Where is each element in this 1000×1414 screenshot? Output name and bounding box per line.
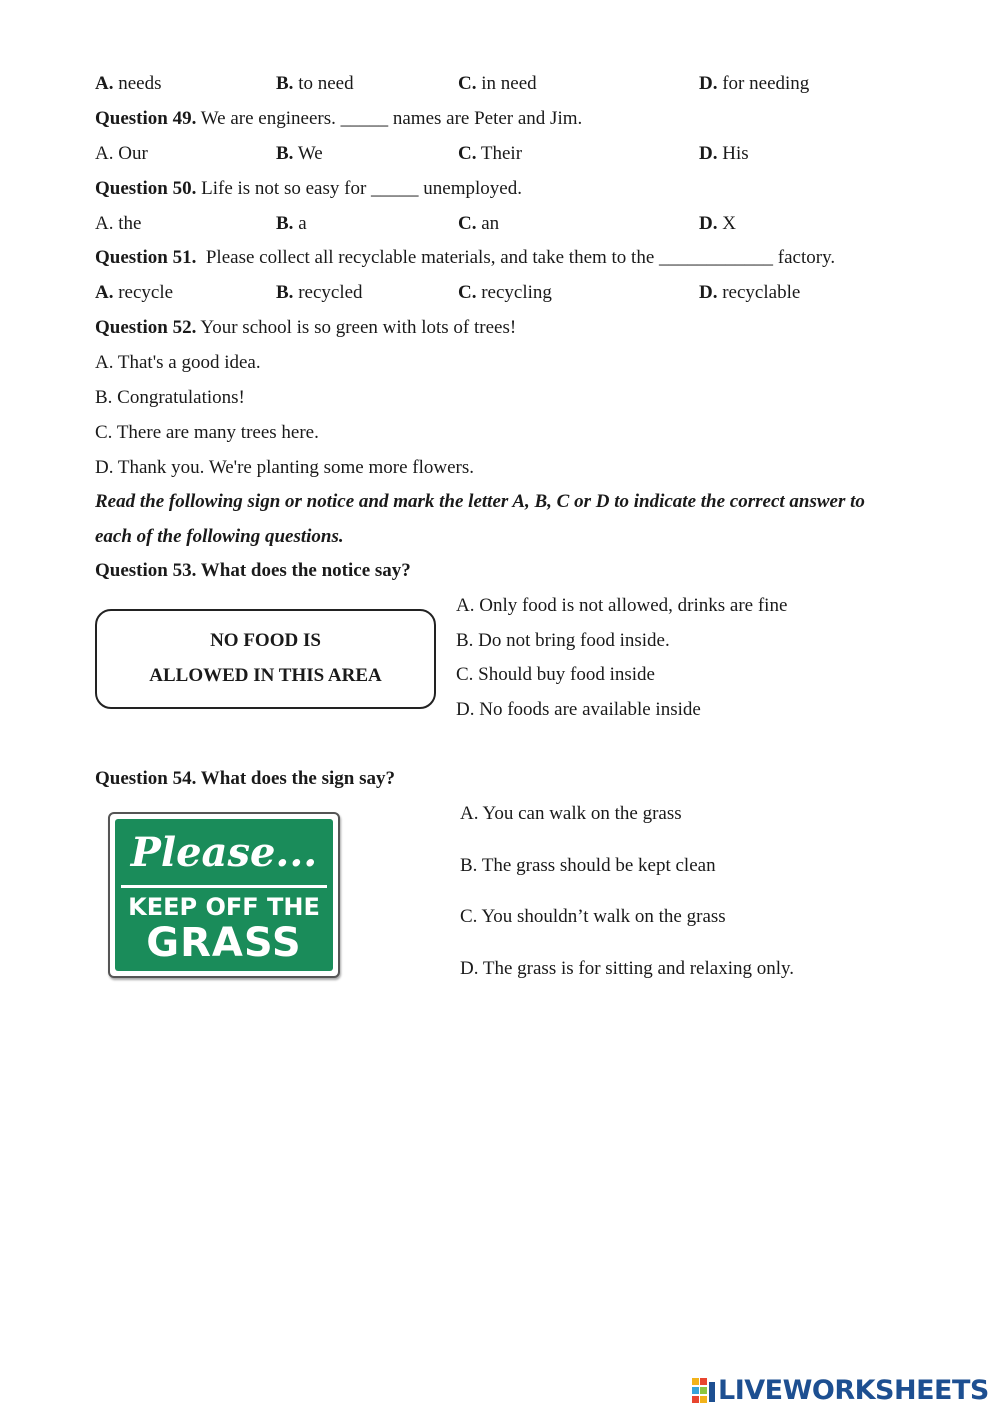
q49-option-b[interactable]: B. We [276,143,323,164]
q48-option-b[interactable]: B. to need [276,73,354,94]
instruction-line-2: each of the following questions. [95,526,344,547]
q50-option-c[interactable]: C. an [458,213,500,234]
q53-option-b[interactable]: B. Do not bring food inside. [456,630,670,651]
q52-text: Your school is so green with lots of trees! [196,317,517,338]
q50-option-d[interactable]: D. X [699,213,736,234]
q51-question [95,246,835,270]
q49-text: We are engineers. _____ names are Peter and Jim. [196,108,583,129]
q54-option-a[interactable]: A. You can walk on the grass [460,803,682,824]
q51-option-c[interactable]: C. recycling [458,282,552,303]
q52-option-d[interactable]: D. Thank you. We're planting some more flowers. [95,457,474,478]
q50-question [95,177,522,201]
q51-option-b[interactable]: B. recycled [276,282,363,303]
liveworksheets-logo [692,1374,992,1408]
q51-text: Please collect all recyclable materials, and take them to the ____________ factory. [196,247,836,268]
q49-option-a[interactable]: A. Our [95,143,148,164]
q49-label: Question 49. [95,108,197,129]
q52-option-c[interactable]: C. There are many trees here. [95,422,319,443]
q52-label: Question 52. [95,317,197,338]
q53-option-d[interactable]: D. No foods are available inside [456,699,701,720]
notice-line-2: ALLOWED IN THIS AREA [149,665,382,686]
q53-label: Question 53. What does the notice say? [95,560,411,581]
q52-question [95,316,516,340]
q49-option-c[interactable]: C. Their [458,143,523,164]
liveworksheets-logo-icon [692,1378,716,1404]
notice-line-1: NO FOOD IS [210,630,321,651]
q50-label: Question 50. [95,178,197,199]
q50-text: Life is not so easy for _____ unemployed. [196,178,522,199]
q51-option-d[interactable]: D. recyclable [699,282,801,303]
q52-option-b[interactable]: B. Congratulations! [95,387,245,408]
sign-please-text: Please... [130,829,318,876]
q51-label: Question 51. [95,247,197,268]
q48-option-c[interactable]: C. in need [458,73,537,94]
q54-option-c[interactable]: C. You shouldn’t walk on the grass [460,906,726,927]
q54-label: Question 54. What does the sign say? [95,768,396,789]
q48-option-a[interactable]: A. needs [95,73,162,94]
q49-option-d[interactable]: D. His [699,143,749,164]
q49-question [95,107,582,131]
liveworksheets-logo-text: LIVEWORKSHEETS [718,1375,989,1406]
q54-option-d[interactable]: D. The grass is for sitting and relaxing only. [460,958,795,979]
q50-option-a[interactable]: A. the [95,213,142,234]
sign-divider [121,885,327,888]
q48-option-d[interactable]: D. for needing [699,73,810,94]
q53-option-c[interactable]: C. Should buy food inside [456,664,655,685]
instruction-line-1: Read the following sign or notice and mark the letter A, B, C or D to indicate the correct answer to [95,491,865,512]
q54-option-b[interactable]: B. The grass should be kept clean [460,855,716,876]
sign-green-panel [115,819,333,971]
sign-keep-off-text: KEEP OFF THE [128,893,320,921]
q53-option-a[interactable]: A. Only food is not allowed, drinks are fine [456,595,788,616]
q52-option-a[interactable]: A. That's a good idea. [95,352,261,373]
notice-box [95,609,436,709]
q50-option-b[interactable]: B. a [276,213,307,234]
keep-off-grass-sign [108,812,340,978]
sign-grass-text: GRASS [146,920,302,966]
q51-option-a[interactable]: A. recycle [95,282,174,303]
